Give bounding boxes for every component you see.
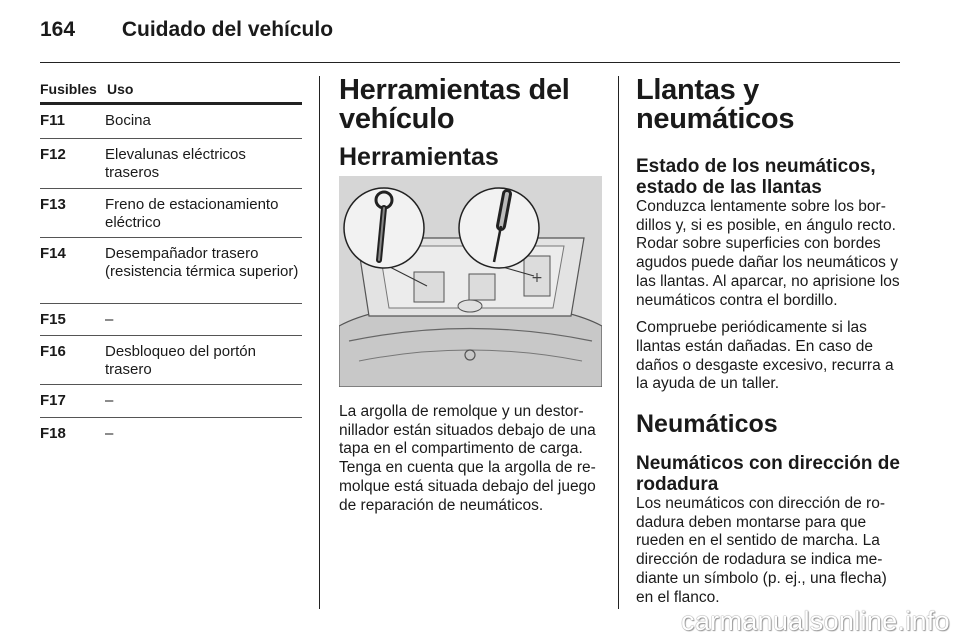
tyres-heading: Neumáticos	[636, 410, 778, 439]
fuse-code: F15	[40, 311, 66, 328]
fuse-code: F18	[40, 425, 66, 442]
tools-illustration	[339, 176, 602, 387]
table-row	[40, 336, 302, 385]
fuse-use: –	[105, 311, 114, 328]
fuse-table-header	[40, 78, 302, 105]
use-col-header: Uso	[107, 81, 134, 97]
tools-subtitle: Herramientas	[339, 143, 499, 171]
fuse-use: Bocina	[105, 112, 151, 129]
fuse-code: F11	[40, 112, 66, 129]
table-row	[40, 238, 302, 304]
svg-text:+: +	[531, 270, 543, 286]
section-title: Cuidado del vehículo	[121, 18, 334, 41]
table-row	[40, 105, 302, 139]
fuse-use: Desempañador trasero (resistencia térmica superior)	[105, 245, 299, 280]
table-row	[40, 304, 302, 336]
cargo-compartment-drawing	[339, 176, 602, 387]
column-divider-left	[319, 76, 320, 609]
tyre-condition-heading: Estado de los neumáticos, estado de las llantas	[636, 156, 876, 198]
fuse-table	[40, 78, 302, 449]
screwdriver-icon	[459, 188, 539, 268]
tools-section	[339, 76, 604, 171]
fuse-use: –	[105, 392, 114, 409]
fuse-use: Freno de estacionamiento eléctrico	[105, 196, 279, 231]
fuse-use: Elevalunas eléctricos traseros	[105, 146, 246, 181]
fuse-code: F14	[40, 245, 66, 262]
fuse-col-header: Fusibles	[40, 81, 97, 97]
tow-eye-icon	[344, 188, 424, 268]
watermark: carmanualsonline.info	[681, 606, 950, 636]
fuse-use: Desbloqueo del portón trasero	[105, 343, 256, 378]
tyre-condition-paragraph-1: Conduzca lentamente sobre los bor-dillos y, si es posible, en ángulo recto. Rodar sobre superficies con bordes agudos puede dañar los neumáticos y las llantas. Al aparcar, no aprisione los neumáticos contra el bordillo.	[636, 198, 900, 309]
tyres-title: Llantas y neumáticos	[636, 74, 795, 135]
header-rule	[40, 62, 900, 63]
directional-tyres-heading: Neumáticos con dirección de rodadura	[636, 453, 900, 496]
fuse-code: F16	[40, 343, 66, 360]
page-number: 164	[40, 18, 76, 41]
page-header	[40, 18, 900, 42]
tools-title: Herramientas del vehículo	[339, 74, 570, 135]
fuse-code: F13	[40, 196, 66, 213]
table-row	[40, 139, 302, 189]
column-divider-right	[618, 76, 619, 609]
tyres-section	[636, 76, 902, 607]
tyre-condition-paragraph-2: Compruebe periódicamente si las llantas están dañadas. En caso de daños o desgaste excesivo, recurra a la ayuda de un taller.	[636, 319, 894, 393]
table-row	[40, 385, 302, 418]
fuse-code: F17	[40, 392, 66, 409]
fuse-use: –	[105, 425, 114, 442]
directional-tyres-paragraph: Los neumáticos con dirección de ro-dadura deben montarse para que rueden en el sentido de marcha. La dirección de rodadura se indica me-diante un símbolo (p. ej., una flecha) en el flanco.	[636, 495, 887, 606]
table-row	[40, 189, 302, 238]
fuse-code: F12	[40, 146, 66, 163]
tools-paragraph: La argolla de remolque y un destor-nillador están situados debajo de una tapa en el compartimento de carga. Tenga en cuenta que la argolla de re-molque está situada debajo del juego de reparación de neumáticos.	[339, 403, 596, 514]
table-row	[40, 418, 302, 449]
